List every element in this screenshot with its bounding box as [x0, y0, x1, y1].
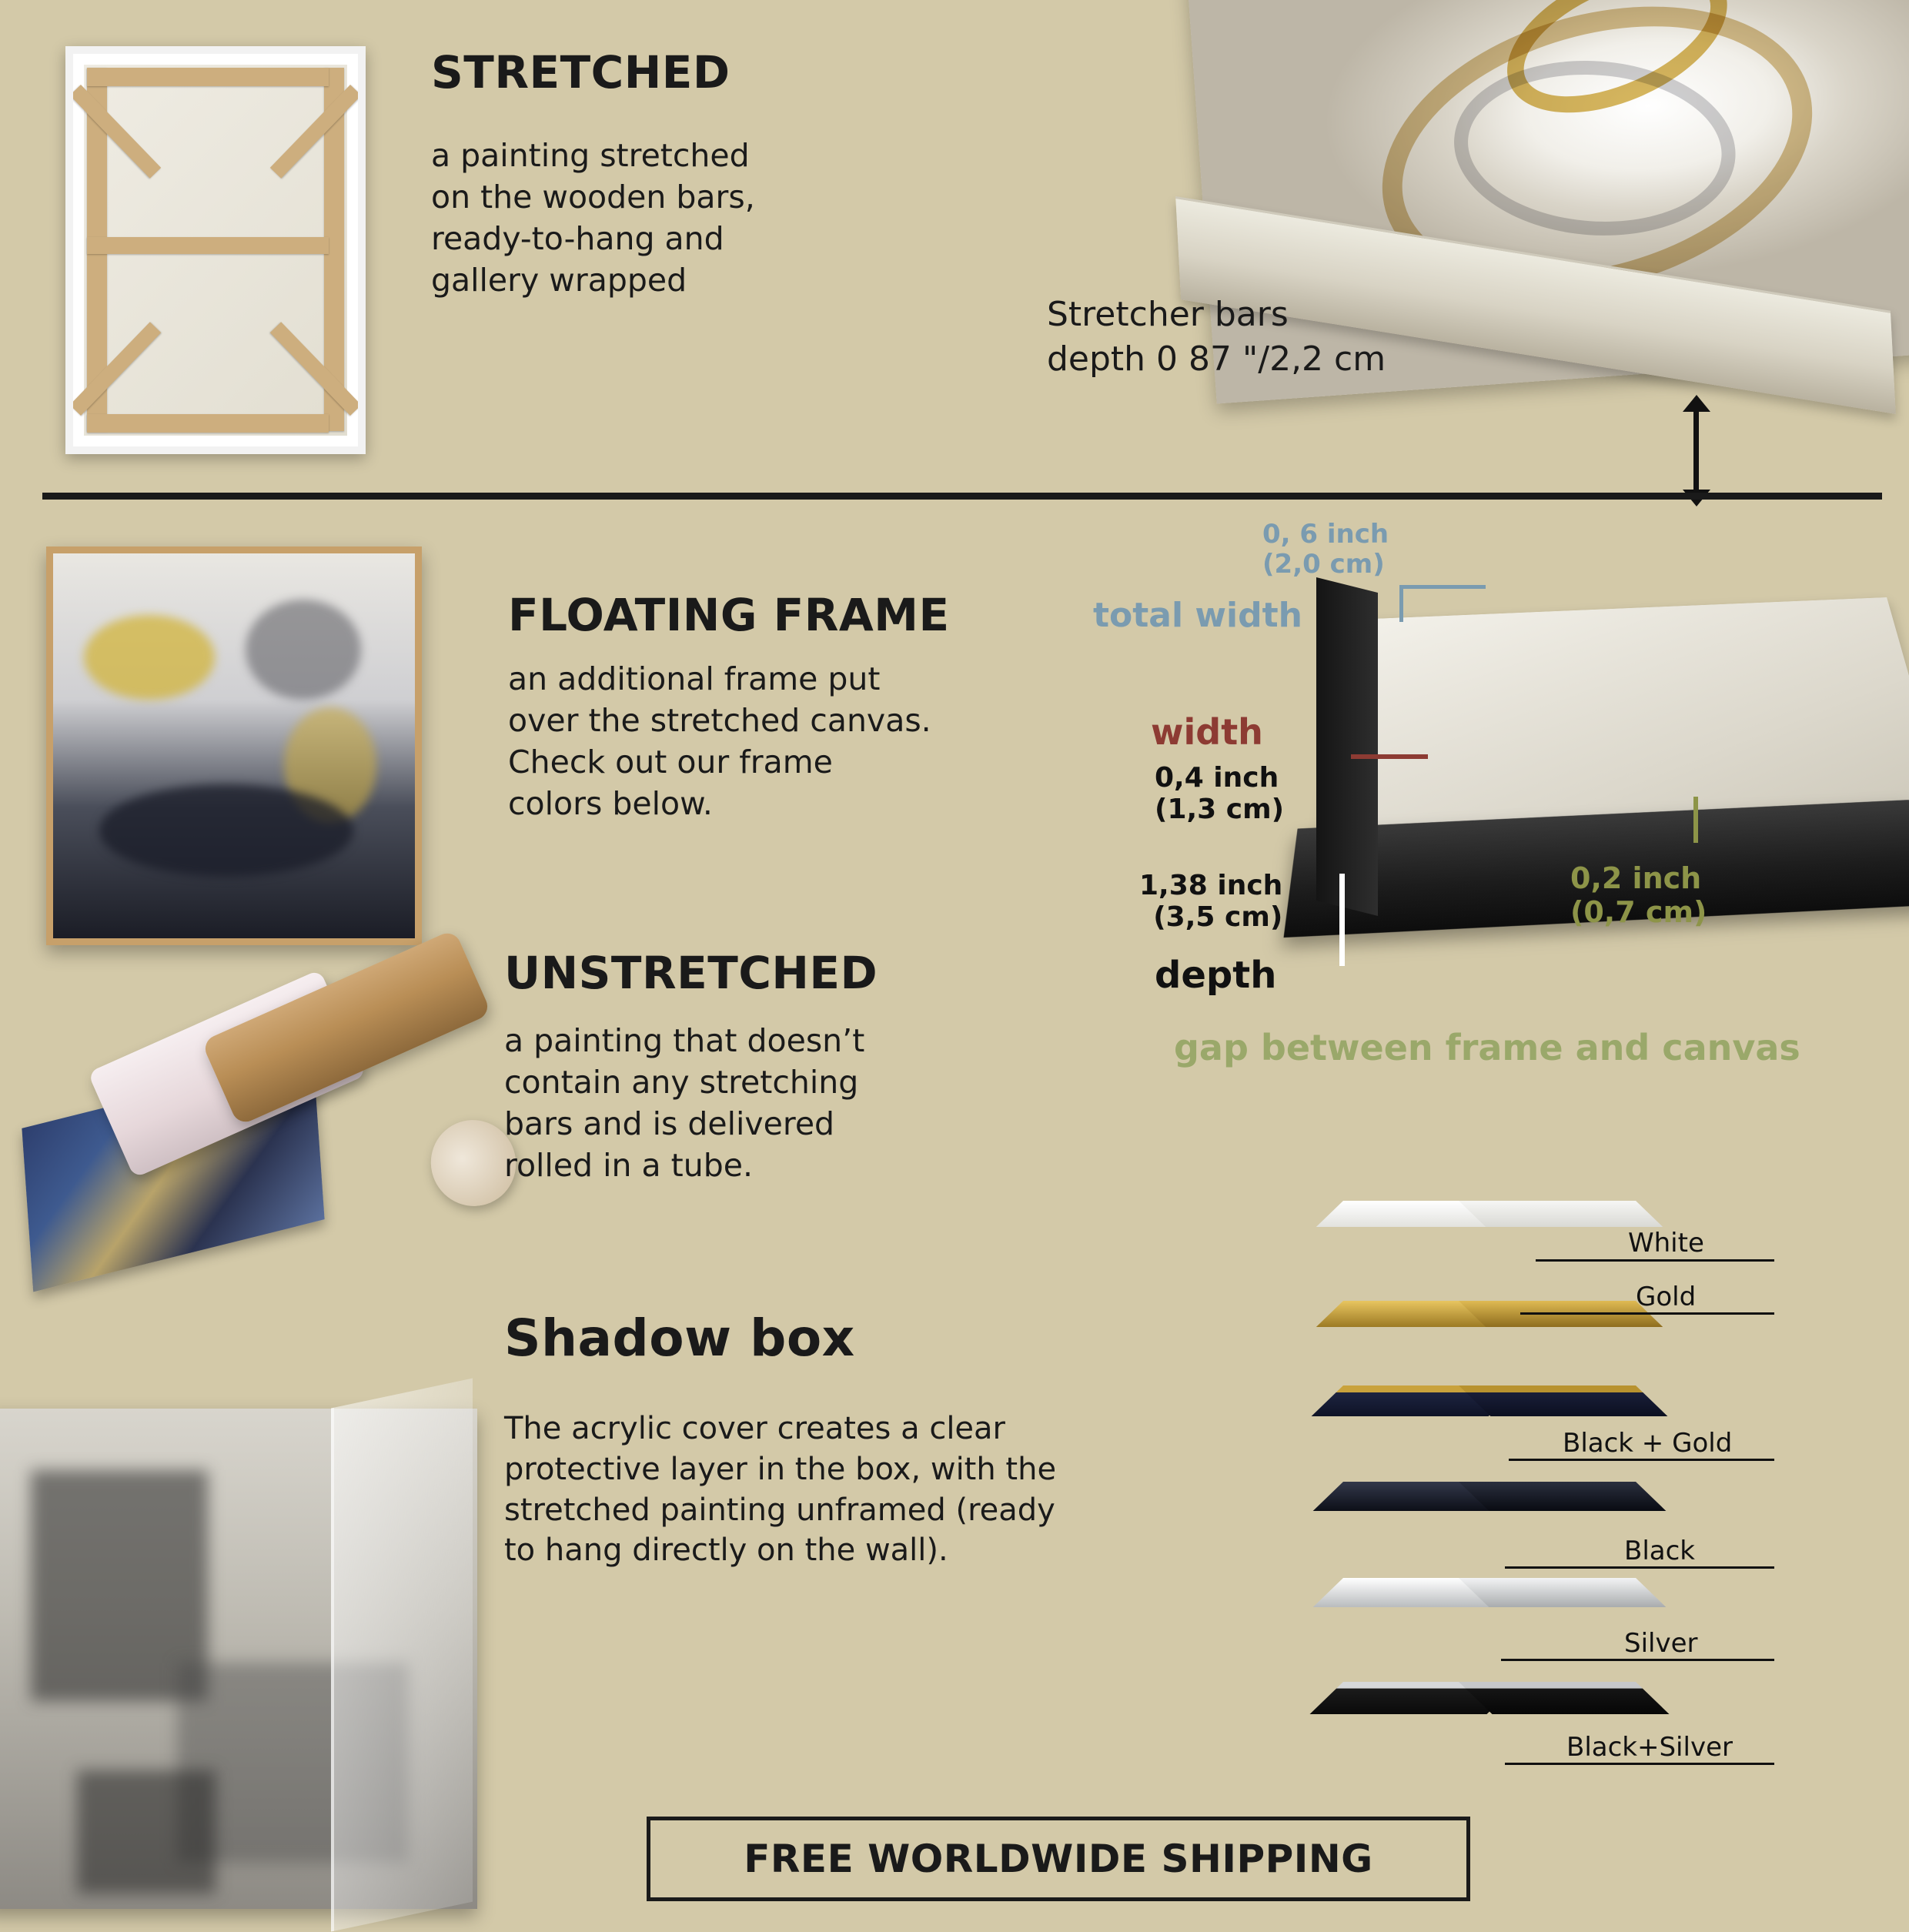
gap-value-line-1: 0,2 inch: [1570, 861, 1702, 895]
art-blotch-grey: [246, 600, 361, 700]
section-title-floating-frame: FLOATING FRAME: [508, 589, 950, 641]
stretched-body-line-2: on the wooden bars,: [431, 179, 755, 216]
gap-arrow: [1693, 797, 1698, 843]
art-blotch-dark: [99, 784, 353, 877]
unstretched-body-line-1: a painting that doesn’t: [504, 1022, 865, 1059]
section-title-unstretched: UNSTRETCHED: [504, 947, 878, 999]
frame-color-label-gold: Gold: [1636, 1282, 1697, 1312]
section-title-stretched: STRETCHED: [431, 46, 731, 99]
total-width-value: [1262, 520, 1389, 580]
depth-value-line-1: 1,38 inch: [1139, 870, 1283, 901]
art-blotch-gold-left: [84, 615, 215, 700]
stretcher-bar-cross: [87, 237, 329, 254]
floating-frame-body-line-2: over the stretched canvas.: [508, 702, 931, 740]
depth-label: depth: [1155, 954, 1277, 997]
floating-frame-artwork-photo: [46, 547, 422, 945]
shadow-box-body-line-4: to hang directly on the wall).: [504, 1533, 948, 1569]
shadow-box-body-line-1: The acrylic cover creates a clear: [504, 1411, 1005, 1446]
free-shipping-banner: [647, 1817, 1470, 1901]
total-width-arrow-tick: [1399, 585, 1403, 622]
stretcher-bars-callout-line-1: Stretcher bars: [1047, 295, 1289, 334]
unstretched-body-line-3: bars and is delivered: [504, 1105, 835, 1143]
total-width-label: total width: [1093, 596, 1302, 635]
frame-swatch-black-silver[interactable]: [1343, 1682, 1551, 1774]
stretched-body-line-3: ready-to-hang and: [431, 220, 724, 258]
frame-color-label-white: White: [1628, 1228, 1704, 1258]
gap-value-line-2: (0,7 cm): [1570, 894, 1707, 929]
swatch-leader-silver: [1501, 1659, 1774, 1661]
floating-frame-body-line-3: Check out our frame: [508, 744, 833, 781]
shadowbox-smudge-3: [77, 1770, 216, 1894]
stretcher-bar-bottom: [87, 414, 329, 433]
width-value-line-1: 0,4 inch: [1155, 762, 1279, 794]
unstretched-body-line-4: rolled in a tube.: [504, 1147, 754, 1185]
swatch-leader-black-gold: [1509, 1459, 1774, 1461]
frame-color-label-silver: Silver: [1624, 1628, 1698, 1659]
swatch-leader-black-silver: [1505, 1763, 1774, 1765]
shadow-box-body-line-2: protective layer in the box, with the: [504, 1451, 1057, 1487]
total-width-arrow: [1401, 585, 1486, 589]
frame-swatch-black-gold[interactable]: [1343, 1385, 1551, 1478]
shipping-tube-photo: [201, 929, 492, 1126]
swatch-arm-right-black: [1459, 1482, 1666, 1511]
gap-value: [1570, 862, 1707, 929]
floating-frame-body-line-1: an additional frame put: [508, 660, 881, 697]
swatch-arm-right-white: [1459, 1201, 1663, 1227]
unstretched-body-line-2: contain any stretching: [504, 1064, 859, 1101]
depth-white-arrow: [1339, 874, 1345, 966]
swatch-leader-gold: [1520, 1312, 1774, 1315]
depth-value: [1139, 870, 1282, 934]
total-width-value-line-2: (2,0 cm): [1262, 549, 1385, 580]
shadow-box-body-line-3: stretched painting unframed (ready: [504, 1492, 1055, 1528]
depth-arrow-head-up: [1683, 395, 1710, 412]
stretched-canvas-back-image: [65, 46, 366, 454]
swatch-leader-black: [1505, 1566, 1774, 1569]
frame-color-label-black-silver: Black+Silver: [1566, 1732, 1733, 1763]
section-divider: [42, 493, 1882, 500]
depth-arrow-shaft: [1693, 404, 1699, 496]
width-arrow: [1351, 754, 1428, 759]
swatch-arm-right-black-silver: [1459, 1682, 1669, 1714]
section-title-shadow-box: Shadow box: [504, 1309, 855, 1368]
gap-label: gap between frame and canvas: [1174, 1027, 1800, 1068]
frame-color-label-black-gold: Black + Gold: [1563, 1428, 1733, 1459]
free-shipping-text: FREE WORLDWIDE SHIPPING: [744, 1837, 1373, 1881]
swatch-arm-right-black-gold: [1459, 1385, 1667, 1416]
floating-frame-body-line-4: colors below.: [508, 785, 713, 823]
stretcher-bars-callout-line-2: depth 0 87 "/2,2 cm: [1047, 339, 1386, 379]
frame-swatch-silver[interactable]: [1343, 1578, 1551, 1670]
width-value: [1155, 762, 1284, 826]
frame-swatch-gold[interactable]: [1343, 1301, 1551, 1393]
detail-frame-left-rail: [1316, 577, 1378, 916]
total-width-value-line-1: 0, 6 inch: [1262, 519, 1389, 550]
stretched-body-line-1: a painting stretched: [431, 137, 750, 174]
shadowbox-acrylic-cover: [331, 1378, 473, 1931]
frame-swatch-white[interactable]: [1343, 1201, 1551, 1293]
stretched-body-line-4: gallery wrapped: [431, 262, 687, 299]
swatch-leader-white: [1536, 1259, 1774, 1262]
frame-color-label-black: Black: [1624, 1536, 1695, 1566]
stretcher-bar-top: [87, 68, 329, 86]
frame-swatch-black[interactable]: [1343, 1482, 1551, 1574]
swatch-arm-right-silver: [1459, 1578, 1666, 1607]
width-label: width: [1151, 711, 1263, 753]
depth-value-line-2: (3,5 cm): [1153, 901, 1283, 934]
width-value-line-2: (1,3 cm): [1155, 794, 1285, 826]
